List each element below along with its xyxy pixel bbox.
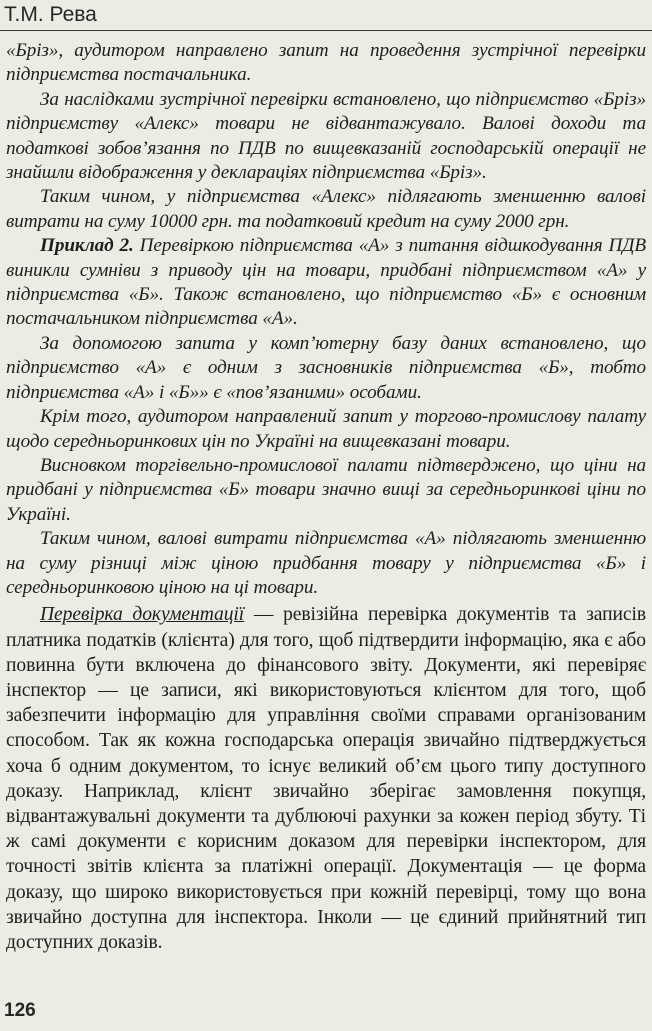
example-label: Приклад 2. [40, 235, 134, 257]
paragraph-continuation [6, 39, 646, 88]
header-author: Т.М. Рева [4, 3, 97, 26]
paragraph-chamber-conclusion [6, 454, 646, 527]
section-text: — ревізійна перевірка документів та записів платника податків (клієнта) для того, щоб підтвердити інформацію, яка є або повинна бути включена до фінансового звіту. Документи, які перевіряє інспектор — це записи, які використовуються клієнтом для того, щоб забезпечити інформацію для управління своїми справами організованим способом. Так як кожна господарська операція звичайно підтверджується хоча б одним документом, то існує великий об’єм цього типу доступного доказу. Наприклад, клієнт звичайно зберігає замовлення покупця, відвантажувальні документи та дублюючі рахунки за кожен період збуту. Ті ж самі документи є корисним доказом для перевірки інспектором, для точності звітів клієнта за платіжні операції. Документація — це форма доказу, що широко використовується при кожній перевірці, тому що вона звичайно доступна для інспектора. Інколи — це єдиний прийнятний тип доступних доказів. [6, 604, 646, 953]
paragraph-final-conclusion [6, 527, 646, 600]
paragraph-example-2 [6, 234, 646, 332]
paragraph-conclusion-alex [6, 185, 646, 234]
page-number: 126 [4, 1000, 36, 1021]
paragraph-counter-check-result [6, 88, 646, 186]
paragraph-text: Крім того, аудитором направлений запит у торгово-промислову палату щодо середньоринкових цін по Україні на вищевказані товари. [6, 406, 646, 452]
paragraph-text: За допомогою запита у комп’ютерну базу даних встановлено, що підприємство «А» є одним з засновників підприємства «Б», тобто підприємства «А» і «Б»» є «пов’язаними» особами. [6, 332, 646, 403]
paragraph-text: Таким чином, валові витрати підприємства «А» підлягають зменшенню на суму різниці між ціною придбання товару у підприємства «Б» і середньоринковою ціною на ці товари. [6, 528, 646, 598]
paragraph-text: Перевіркою підприємства «А» з питання відшкодування ПДВ виникли сумніви з приводу цін на товари, придбані підприємством «А» у підприємства «Б». Також встановлено, що підприємство «Б» є основним постачальником підприємства «А». [6, 235, 646, 330]
paragraph-text: За наслідками зустрічної перевірки встановлено, що підприємство «Бріз» підприємству «Алекс» товари не відвантажувало. Валові доходи та податкові зобов’язання по ПДВ по вищевказаній господарській операції не знайшли відображення у деклараціях підприємства «Бріз». [6, 88, 646, 184]
running-header [0, 0, 652, 31]
paragraph-documentation-definition [6, 602, 646, 955]
paragraph-text: «Бріз», аудитором направлено запит на проведення зустрічної перевірки підприємства постачальника. [6, 40, 646, 86]
paragraph-text: Таким чином, у підприємства «Алекс» підлягають зменшенню валові витрати на суму 10000 грн. та податковий кредит на суму 2000 грн. [6, 186, 646, 232]
paragraph-chamber-request [6, 405, 646, 454]
paragraph-text: Висновком торгівельно-промислової палати підтверджено, що ціни на придбані у підприємства «Б» товари значно вищі за середньоринкові ціни по Україні. [6, 454, 646, 525]
paragraph-database-query [6, 332, 646, 405]
section-term: Перевірка документації [40, 604, 245, 626]
